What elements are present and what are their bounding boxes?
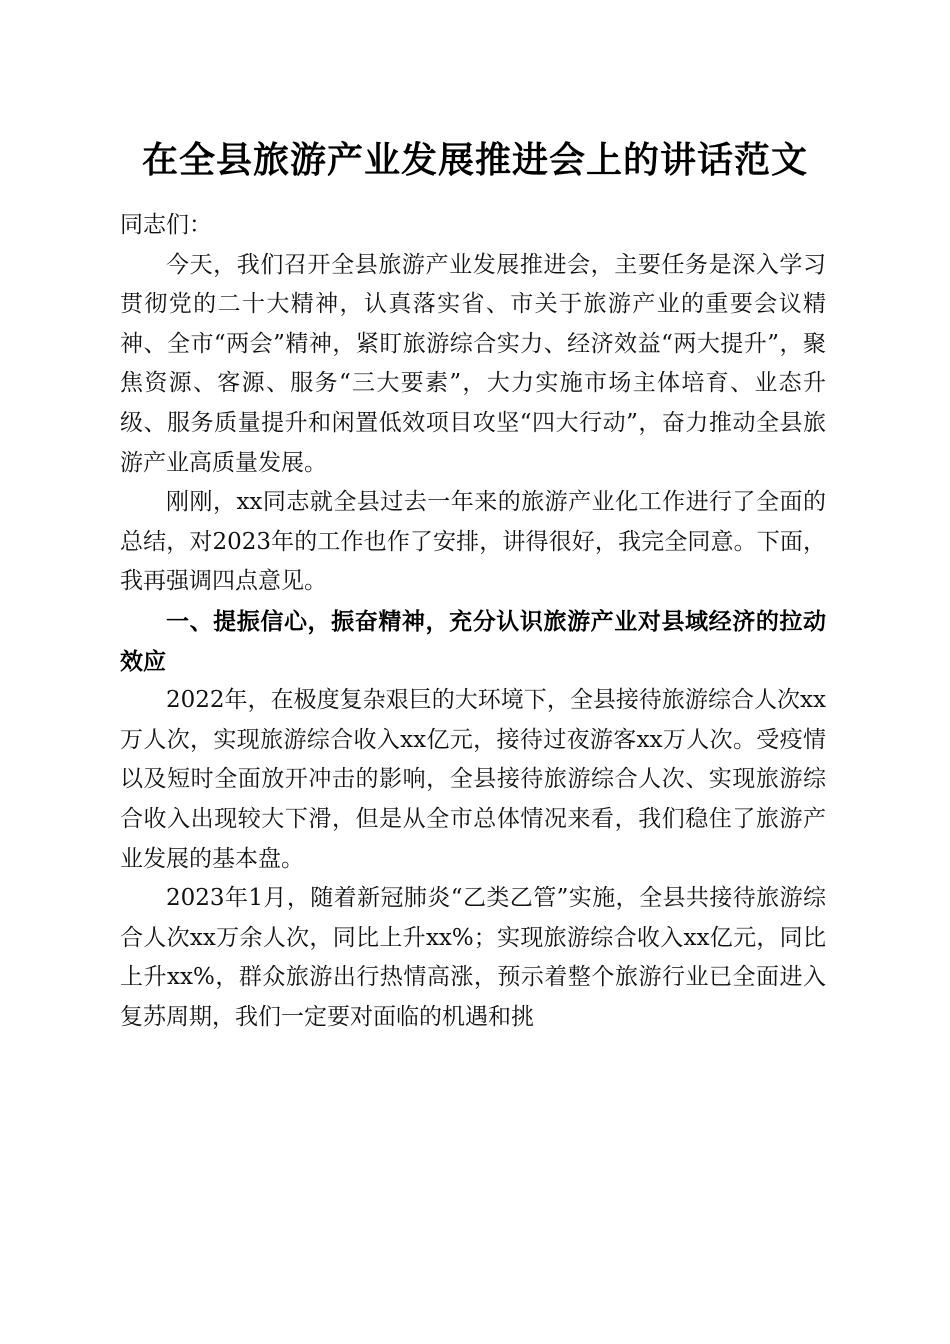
paragraph-2023-january: 2023年1月，随着新冠肺炎“乙类乙管”实施，全县共接待旅游综合人次xx万余人次，同比上升xx%；实现旅游综合收入xx亿元，同比上升xx%，群众旅游出行热情高涨，预示着整个旅游行业已全面进入复苏周期，我们一定要对面临的机遇和挑 (120, 885, 826, 1030)
document-body (120, 206, 826, 1037)
salutation: 同志们： (120, 212, 212, 238)
paragraph-2022-results: 2022年，在极度复杂艰巨的大环境下，全县接待旅游综合人次xx万人次，实现旅游综合收入xx亿元，接待过夜游客xx万人次。受疫情以及短时全面放开冲击的影响，全县接待旅游综合人次、实现旅游综合收入出现较大下滑，但是从全市总体情况来看，我们稳住了旅游产业发展的基本盘。 (120, 687, 826, 872)
document-title: 在全县旅游产业发展推进会上的讲话范文 (141, 139, 808, 181)
paragraph-opening: 今天，我们召开全县旅游产业发展推进会，主要任务是深入学习贯彻党的二十大精神，认真落实省、市关于旅游产业的重要会议精神、全市“两会”精神，紧盯旅游综合实力、经济效益“两大提升”，聚焦资源、客源、服务“三大要素”，大力实施市场主体培育、业态升级、服务质量提升和闲置低效项目攻坚“四大行动”，奋力推动全县旅游产业高质量发展。 (120, 251, 826, 476)
section-heading: 一、提振信心，振奋精神，充分认识旅游产业对县域经济的拉动效应 (120, 607, 826, 675)
paragraph-summary: 刚刚，xx同志就全县过去一年来的旅游产业化工作进行了全面的总结，对2023年的工作也作了安排，讲得很好，我完全同意。下面，我再强调四点意见。 (120, 489, 826, 595)
